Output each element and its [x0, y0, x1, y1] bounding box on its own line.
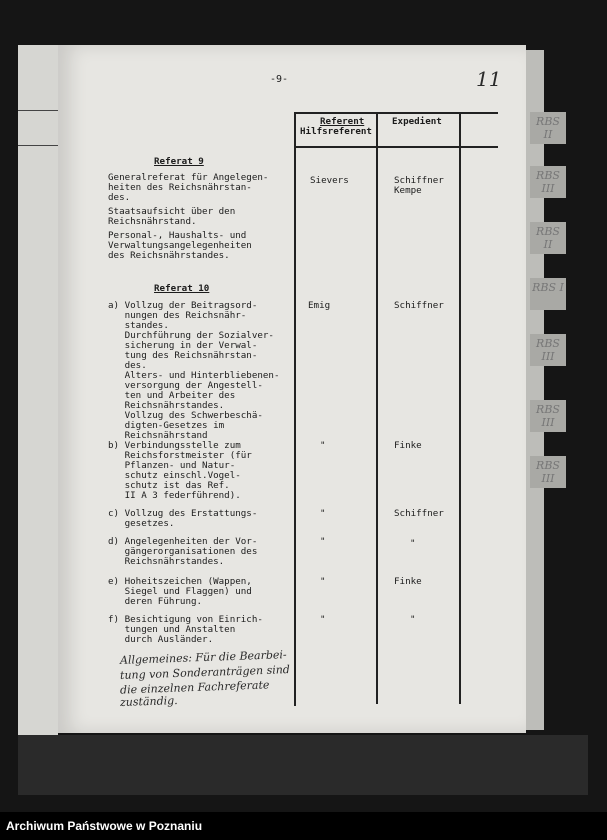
referat-10-a-line: standes. [108, 320, 169, 331]
table-top-rule [294, 112, 498, 114]
handwritten-note-line: Allgemeines: Für die Bearbei- [119, 648, 287, 667]
referat-9-line: Reichsnährstand. [108, 216, 197, 227]
table-header-rule [294, 146, 498, 148]
referat-10-b-line: Pflanzen- und Natur- [108, 460, 236, 471]
referat-9-expedient: Schiffner [394, 175, 444, 186]
column-divider [459, 112, 461, 704]
referat-10-f-referent: " [320, 614, 326, 625]
referat-10-a-line: Vollzug des Schwerbeschä- [108, 410, 263, 421]
handwritten-note-line: zuständig. [119, 693, 178, 710]
underlying-page [18, 45, 58, 735]
column-header-hilfsreferent: Hilfsreferent [300, 126, 372, 137]
referat-9-expedient: Kempe [394, 185, 422, 196]
handwritten-note-line: tung von Sonderanträgen sind [119, 663, 291, 682]
referat-10-b-referent: " [320, 440, 326, 451]
referat-9-referent: Sievers [310, 175, 349, 186]
column-header-expedient: Expedient [392, 116, 442, 127]
referat-10-b-line: schutz ist das Ref. [108, 480, 230, 491]
referat-10-f-expedient: " [410, 614, 416, 625]
referat-10-e-referent: " [320, 576, 326, 587]
referat-10-a-line: nungen des Reichsnähr- [108, 310, 247, 321]
index-tab: RBS III [530, 456, 566, 488]
referat-10-e-expedient: Finke [394, 576, 422, 587]
folio-number: 11 [476, 67, 502, 91]
referat-10-a-line: digten-Gesetzes im [108, 420, 225, 431]
referat-10-a-line: Reichsnährstandes. [108, 400, 225, 411]
referat-10-a-line: Durchführung der Sozialver- [108, 330, 274, 341]
referat-10-c-expedient: Schiffner [394, 508, 444, 519]
referat-10-c-referent: " [320, 508, 326, 519]
referat-10-b-line: II A 3 federführend). [108, 490, 241, 501]
referat-10-b-line: Reichsforstmeister (für [108, 450, 252, 461]
index-tab: RBS II [530, 112, 566, 144]
referat-10-title: Referat 10 [154, 283, 210, 294]
referat-10-e-line: e) Hoheitszeichen (Wappen, [108, 576, 252, 587]
referat-10-f-line: f) Besichtigung von Einrich- [108, 614, 263, 625]
referat-10-a-line: sicherung in der Verwal- [108, 340, 258, 351]
index-tab: RBS III [530, 334, 566, 366]
referat-10-a-line: versorgung der Angestell- [108, 380, 263, 391]
referat-10-a-line: Reichsnährstand [108, 430, 208, 441]
referat-10-e-line: Siegel und Flaggen) und [108, 586, 252, 597]
referat-9-line: heiten des Reichsnährstan- [108, 182, 252, 193]
referat-10-f-line: durch Ausländer. [108, 634, 214, 645]
document-page [58, 45, 526, 733]
referat-10-a-expedient: Schiffner [394, 300, 444, 311]
referat-10-d-line: gängerorganisationen des [108, 546, 258, 557]
index-tab: RBS III [530, 400, 566, 432]
referat-10-a-line: Alters- und Hinterbliebenen- [108, 370, 280, 381]
referat-10-a-line: des. [108, 360, 147, 371]
referat-10-c-line: c) Vollzug des Erstattungs- [108, 508, 258, 519]
referat-9-line: Personal-, Haushalts- und [108, 230, 247, 241]
referat-10-c-line: gesetzes. [108, 518, 175, 529]
referat-10-b-expedient: Finke [394, 440, 422, 451]
index-tabs [530, 110, 568, 670]
referat-9-line: Generalreferat für Angelegen- [108, 172, 269, 183]
index-tab: RBS I [530, 278, 566, 310]
column-header-referent-label: Referent [320, 116, 365, 127]
archive-caption: Archiwum Państwowe w Poznaniu [0, 812, 607, 840]
referat-9-line: des Reichsnährstandes. [108, 250, 230, 261]
referat-10-b-line: b) Verbindungsstelle zum [108, 440, 241, 451]
referat-10-a-referent: Emig [308, 300, 331, 311]
page-number: -9- [270, 74, 289, 85]
scan-bottom-band [18, 735, 588, 795]
referat-9-line: Verwaltungsangelegenheiten [108, 240, 252, 251]
referat-10-a-line: a) Vollzug der Beitragsord- [108, 300, 258, 311]
underlying-page-rule [18, 145, 58, 146]
referat-10-e-line: deren Führung. [108, 596, 203, 607]
referat-10-d-expedient: " [410, 538, 416, 549]
referat-10-b-line: schutz einschl.Vogel- [108, 470, 241, 481]
column-divider [294, 112, 296, 706]
referat-10-d-line: d) Angelegenheiten der Vor- [108, 536, 258, 547]
referat-10-a-line: ten und Arbeiter des [108, 390, 236, 401]
index-tab: RBS III [530, 166, 566, 198]
column-divider [376, 112, 378, 704]
index-tab: RBS II [530, 222, 566, 254]
referat-10-d-referent: " [320, 536, 326, 547]
referat-9-line: des. [108, 192, 131, 203]
underlying-page-rule [18, 110, 58, 111]
referat-10-a-line: tung des Reichsnährstan- [108, 350, 258, 361]
referat-10-d-line: Reichsnährstandes. [108, 556, 225, 567]
referat-10-f-line: tungen und Anstalten [108, 624, 236, 635]
referat-9-title: Referat 9 [154, 156, 204, 167]
referat-9-line: Staatsaufsicht über den [108, 206, 236, 217]
handwritten-note-line: die einzelnen Fachreferate [119, 678, 270, 697]
